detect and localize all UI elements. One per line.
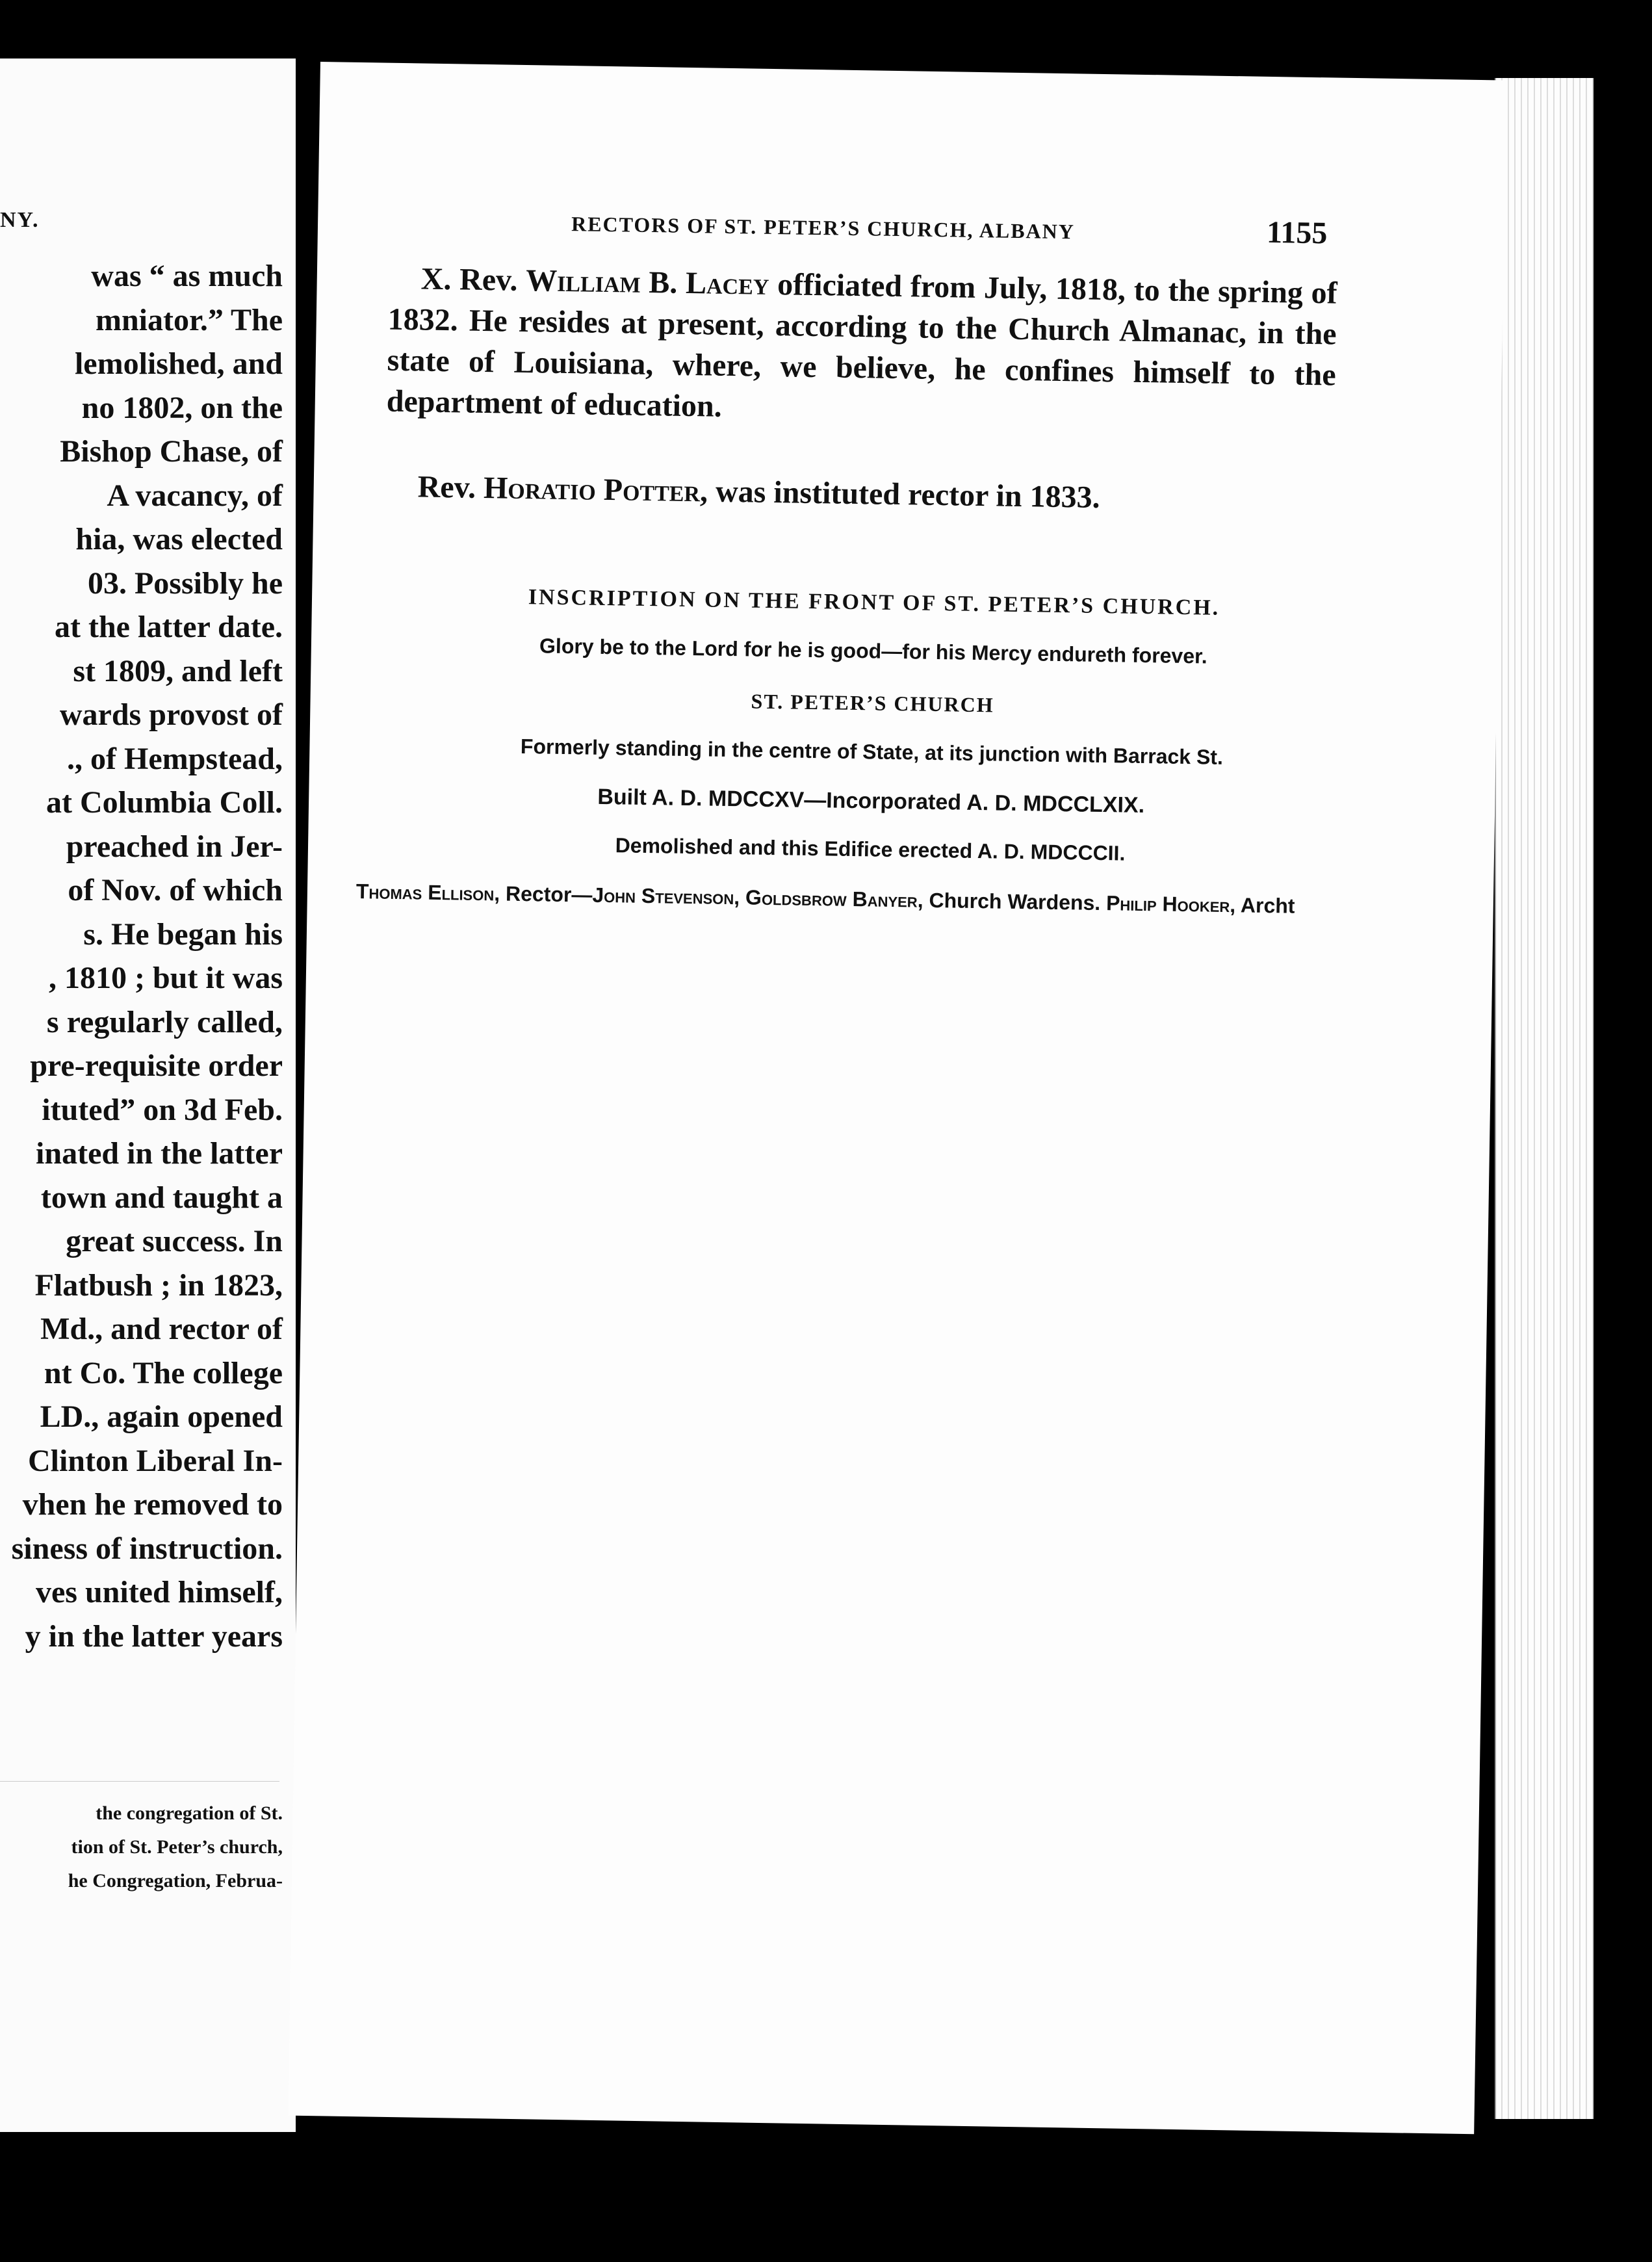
page-number: 1155 — [1266, 214, 1328, 251]
book-page-edges — [1495, 78, 1594, 2119]
para1-name: William B. Lacey — [525, 263, 769, 302]
left-text-line: wards provost of — [59, 697, 283, 732]
left-text-line: at the latter date. — [55, 610, 283, 644]
left-text-line: A vacancy, of — [107, 478, 283, 513]
para2-text: , was instituted rector in 1833. — [699, 474, 1100, 515]
left-text-line: Md., and rector of — [40, 1312, 283, 1346]
left-text-line: inated in the latter — [36, 1136, 283, 1171]
left-text-line: of Nov. of which — [68, 873, 283, 907]
paragraph-potter — [385, 466, 1334, 522]
name-hooker: Philip Hooker — [1105, 891, 1230, 917]
left-text-line: great success. In — [66, 1224, 283, 1258]
left-text-line: ., of Hempstead, — [67, 741, 283, 776]
inscription-built: Built A. D. MDCCXV—Incorporated A. D. MDCCLXIX. — [597, 784, 1145, 818]
left-text-line: nt Co. The college — [44, 1355, 283, 1390]
left-text-line: mniator.” The — [95, 302, 283, 337]
left-footnote-line: the congregation of St. — [96, 1802, 283, 1824]
name-ellison: Thomas Ellison — [355, 879, 495, 905]
inscription-church: ST. PETER’S CHURCH — [751, 689, 994, 717]
left-text-line: st 1809, and left — [73, 653, 283, 688]
left-footnote-line: tion of St. Peter’s church, — [71, 1836, 283, 1858]
name-banyer: Goldsbrow Banyer — [745, 885, 918, 912]
left-text-line: no 1802, on the — [81, 390, 283, 425]
left-running-head: NY. — [0, 208, 40, 232]
left-text-line: siness of instruction. — [11, 1531, 283, 1566]
names-sep-3: , Church Wardens. — [917, 888, 1107, 915]
para2-prefix: Rev. — [417, 469, 484, 506]
left-text-line: town and taught a — [40, 1180, 283, 1215]
inscription-glory: Glory be to the Lord for he is good—for his Mercy endureth forever. — [539, 634, 1207, 668]
left-text-line: Flatbush ; in 1823, — [34, 1268, 283, 1303]
left-text-line: preached in Jer- — [66, 829, 283, 864]
left-text-line: LD., again opened — [40, 1399, 283, 1434]
left-text-line: ves united himself, — [35, 1575, 283, 1609]
left-text-line: , 1810 ; but it was — [48, 961, 283, 995]
left-text-line: 03. Possibly he — [87, 566, 283, 601]
left-text-line: hia, was elected — [75, 522, 283, 556]
running-head: RECTORS OF ST. PETER’S CHURCH, ALBANY — [571, 212, 1076, 244]
para1-text: officiated from July, 1818, to the spring of 1832. He resides at present, according to the Church Almanac, in the state of Louisiana, where, we believe, he confines himself to the department of education. — [386, 266, 1338, 424]
inscription-formerly: Formerly standing in the centre of State, at its junction with Barrack St. — [520, 734, 1224, 769]
left-text-line: at Columbia Coll. — [45, 785, 283, 820]
left-text-line: was “ as much — [91, 259, 283, 293]
names-sep-2: , — [734, 885, 746, 909]
inscription-names — [356, 875, 1397, 924]
left-text-line: y in the latter years — [25, 1618, 283, 1654]
para1-prefix: X. Rev. — [420, 261, 526, 298]
names-sep-4: , Archt — [1230, 893, 1295, 918]
left-text-line: s regularly called, — [46, 1004, 283, 1039]
left-text-line: pre-requisite order — [30, 1048, 283, 1083]
names-sep-1: , Rector— — [493, 881, 593, 907]
name-stevenson: John Stevenson — [592, 883, 734, 909]
left-text-line: Bishop Chase, of — [60, 434, 283, 469]
left-text-line: s. He began his — [83, 916, 283, 952]
left-text-line: Clinton Liberal In- — [27, 1443, 283, 1478]
paragraph-lacey — [386, 258, 1337, 437]
inscription-title: INSCRIPTION ON THE FRONT OF ST. PETER’S CHURCH. — [528, 585, 1220, 620]
footnote-rule — [0, 1781, 279, 1782]
left-text-line: vhen he removed to — [22, 1487, 283, 1522]
right-page — [288, 62, 1506, 2134]
left-page — [0, 58, 296, 2132]
left-text-line: ituted” on 3d Feb. — [42, 1092, 283, 1127]
para2-name: Horatio Potter — [483, 471, 701, 509]
inscription-demolished: Demolished and this Edifice erected A. D. MDCCCII. — [615, 833, 1126, 865]
left-footnote-line: he Congregation, Februa- — [68, 1870, 283, 1892]
left-text-line: lemolished, and — [74, 346, 283, 381]
